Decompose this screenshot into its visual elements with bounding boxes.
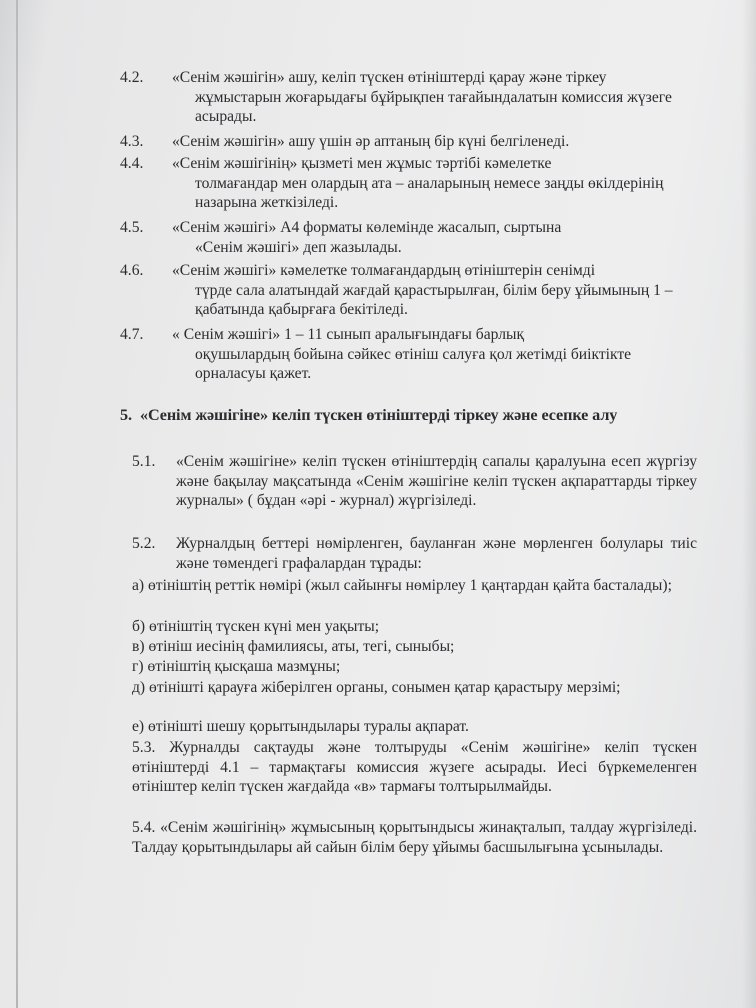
sub-item: в) өтініш иесінің фамилиясы, аты, тегі, сыныбы; [132,638,455,655]
item-text: «Сенім жәшігіне» келіп түскен өтініштердің сапалы қаралуына есеп жүргізу және бақылау мақсатында «Сенім жәшігіне келіп түскен ақпараттарды тіркеу журналы» ( бұдан «әрі - журнал) жүргізіледі. [176,453,697,509]
item-text: « Сенім жәшігі» 1 – 11 сынып аралығындағы барлық [172,326,525,343]
item-text: «Сенім жәшігін» ашу үшін әр аптаның бір күні белгіленеді. [172,133,570,150]
item-text-continued: «Сенім жәшігі» деп жазылады. [195,238,402,256]
item-text-continued: толмағандар мен олардың ата – аналарының немесе заңды өкілдерінің назарына жеткізіледі. [195,174,664,211]
item-text-continued: түрде сала алатындай жағдай қарастырылған, білім беру ұйымының 1 – қабатында қабырғаға бекітіледі. [195,281,673,318]
item-number: 4.7. [120,326,144,343]
item-number: 4.6. [120,262,144,279]
sub-item: е) өтінішті шешу қорытындылары туралы ақпарат. [132,718,469,735]
item-text: «Сенім жәшігі» кәмелетке толмағандардың өтініштерін сенімді [172,262,596,279]
section-heading [120,406,700,426]
paragraph-5-3: 5.3. Журналды сақтауды және толтыруды «Сенім жәшігіне» келіп түскен өтініштерді 4.1 – тармақтағы комиссия жүзеге асырады. Иесі бүркемеленген өтініштер келіп түскен жағдайда «в» тармағы толтырылмайды. [132,739,697,795]
item-text: Журналдың беттері нөмірленген, бауланған және мөрленген болулары тиіс және төмендегі графалардан тұрады: [176,535,697,572]
sub-item: а) өтініштің реттік нөмірі (жыл сайынғы нөмірлеу 1 қаңтардан қайта басталады); [132,577,672,594]
item-text: «Сенім жәшігі» А4 форматы көлемінде жасалып, сыртына [172,219,562,236]
item-text-continued: жұмыстарын жоғарыдағы бұйрықпен тағайындалатын комиссия жүзеге асырады. [195,88,672,125]
item-number: 4.3. [120,133,144,150]
item-text-continued: оқушылардың бойына сәйкес өтініш салуға қол жетімді биіктікте орналасуы қажет. [195,345,632,382]
list-item [132,534,697,573]
list-item [132,452,697,511]
item-number: 4.5. [120,219,144,236]
sub-item: д) өтінішті қарауға жіберілген органы, сонымен қатар қарастыру мерзімі; [132,679,621,696]
item-text: «Сенім жәшігінің» қызметі мен жұмыс тәртібі кәмелетке [172,155,552,172]
section-number: 5. [120,406,132,424]
sub-item: б) өтініштің түскен күні мен уақыты; [132,618,380,635]
item-number: 5.1. [132,453,156,470]
item-text: «Сенім жәшігін» ашу, келіп түскен өтініштерді қарау және тіркеу [172,69,607,86]
paragraph-5-4: 5.4. «Сенім жәшігінің» жұмысының қорытындысы жинақталып, талдау жүргізіледі. Талдау қорытындылары ай сайын білім беру ұйымы басшылығына ұсынылады. [132,819,697,856]
item-number: 4.2. [120,69,144,86]
item-number: 5.2. [132,535,156,552]
sub-item: г) өтініштің қысқаша мазмұны; [132,658,341,675]
item-number: 4.4. [120,155,144,172]
section-title: «Сенім жәшігіне» келіп түскен өтініштерді тіркеу және есепке алу [139,406,618,424]
